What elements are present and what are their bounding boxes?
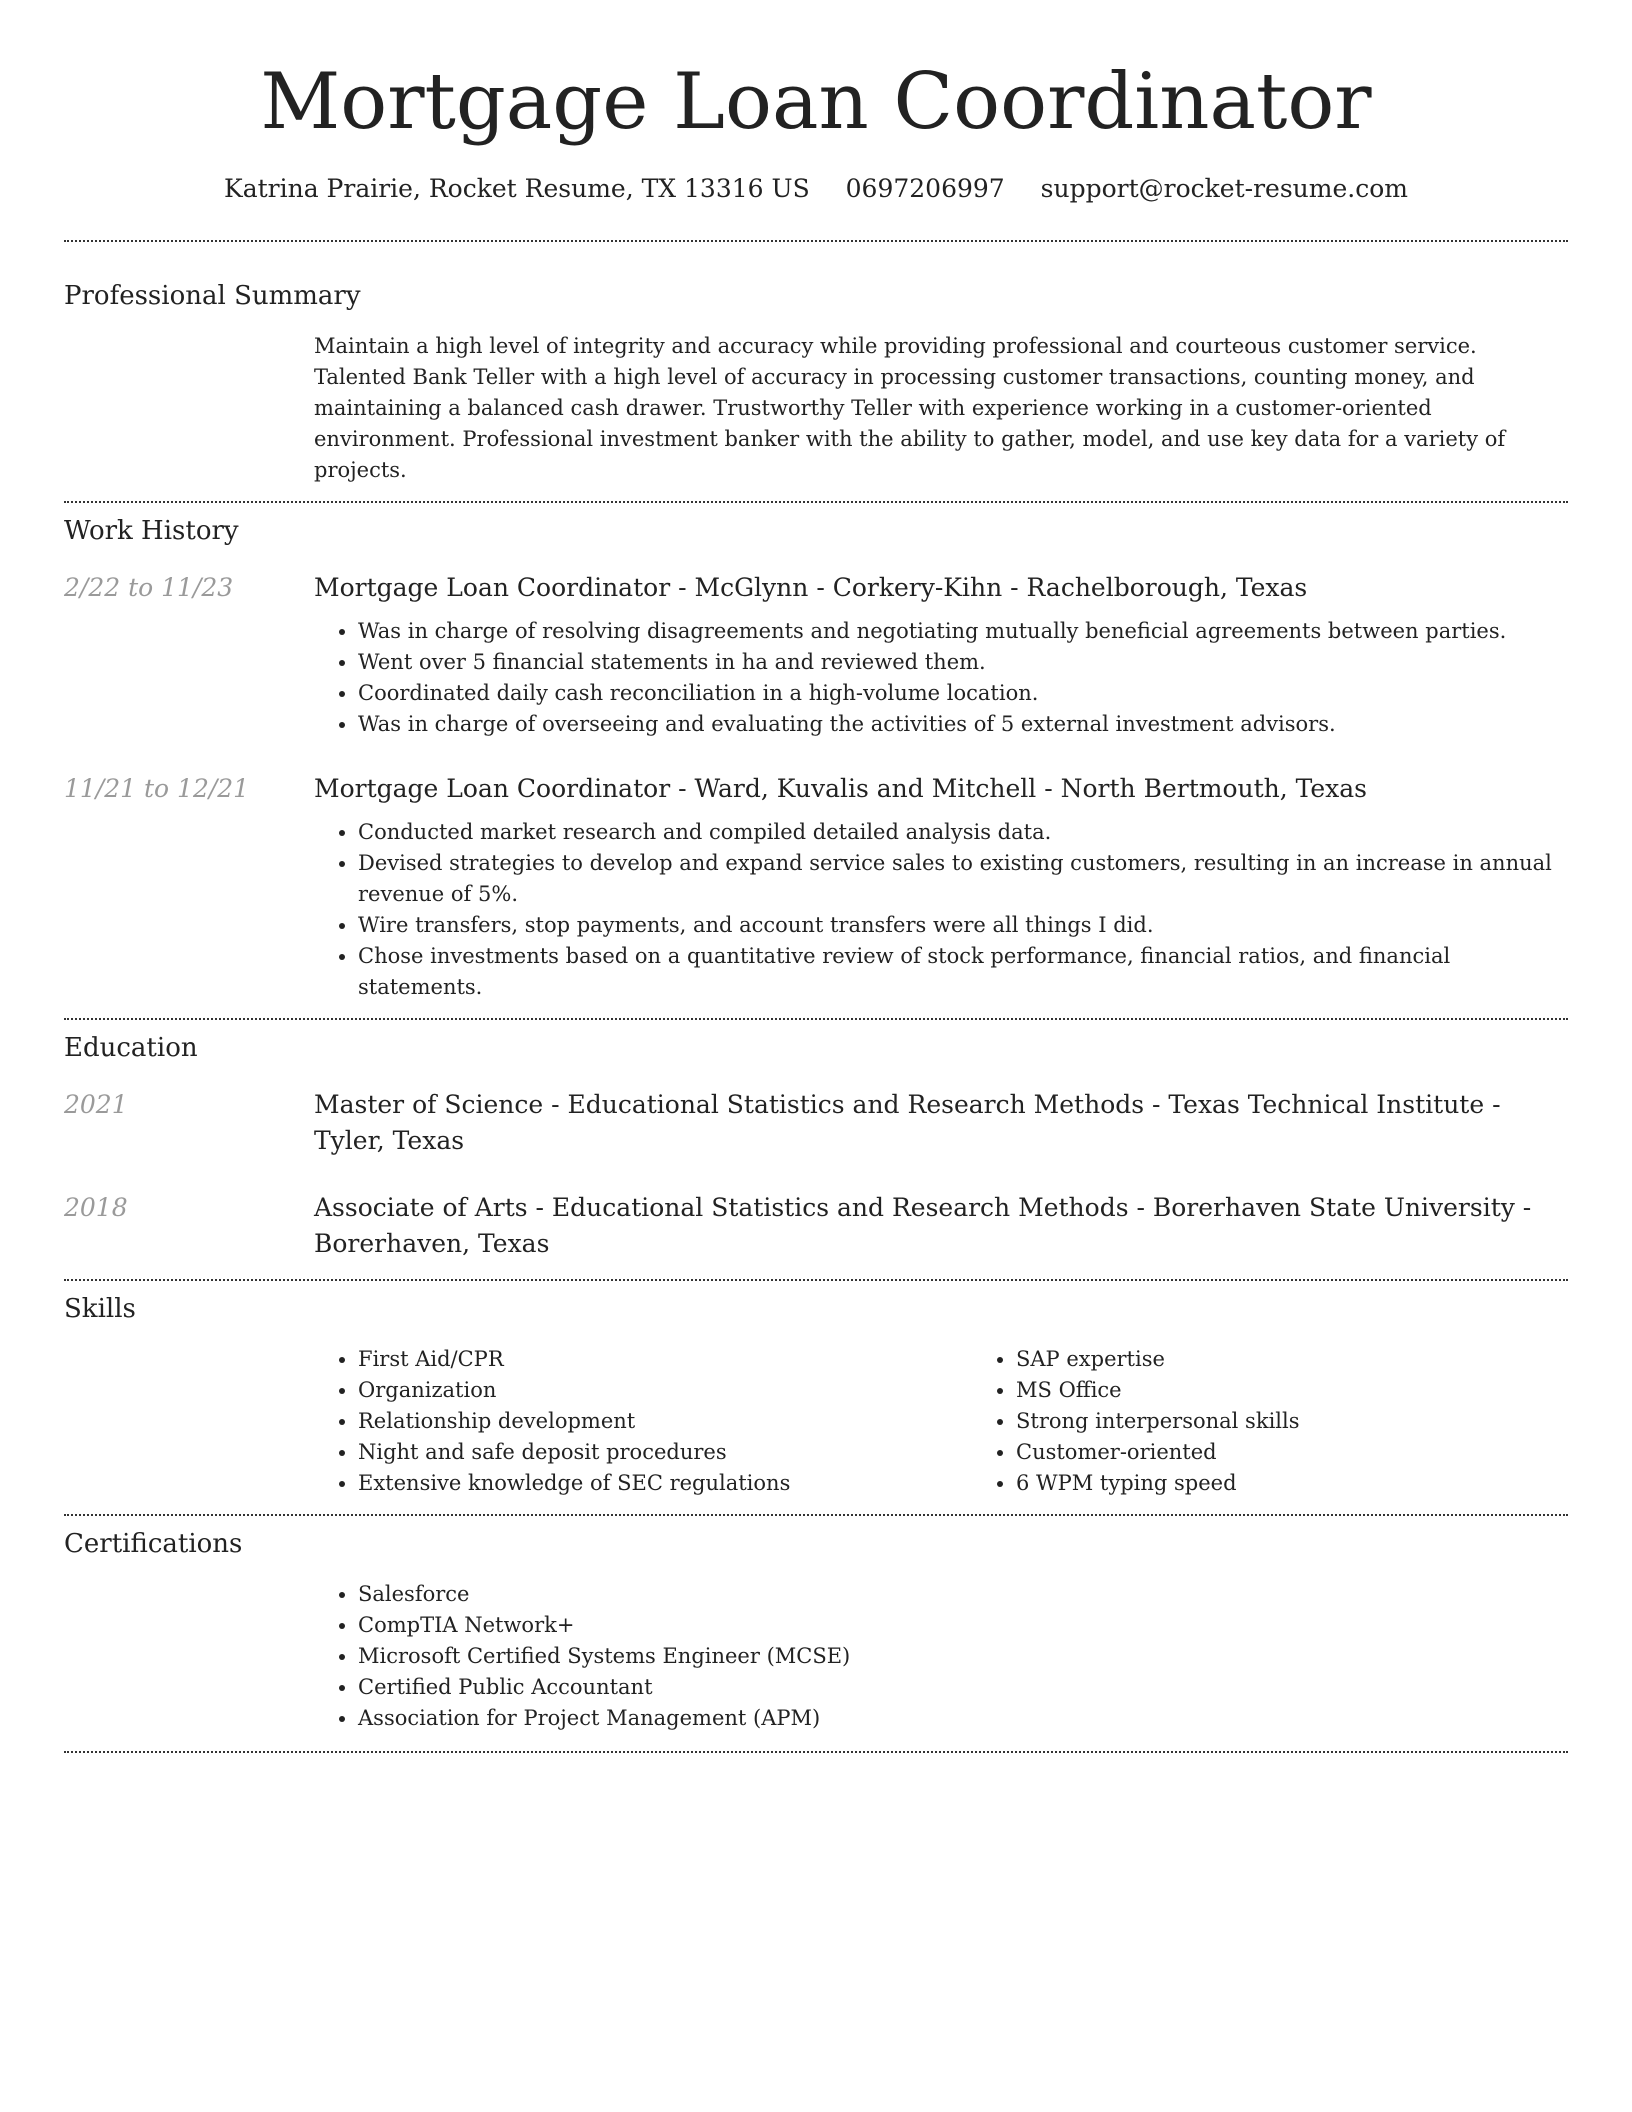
education-degree: Associate of Arts - Educational Statistics and Research Methods <box>314 1193 1129 1222</box>
certification-item: • Salesforce <box>358 1579 1568 1610</box>
skills-section <box>64 1281 1568 1499</box>
skill-item: • Strong interpersonal skills <box>1016 1406 1568 1437</box>
summary-body <box>314 331 1568 486</box>
skills-body <box>314 1344 1568 1499</box>
job-dates: 2/22 to 11/23 <box>64 573 234 602</box>
certifications-list <box>314 1579 1568 1734</box>
skills-row <box>64 1344 1568 1499</box>
skill-item: • Customer-oriented <box>1016 1437 1568 1468</box>
education-entry <box>64 1190 1568 1262</box>
certifications-row <box>64 1579 1568 1734</box>
job-bullet: • Was in charge of overseeing and evaluating the activities of 5 external investment advisors. <box>358 709 1568 740</box>
education-school: - Borerhaven State University - Borerhaven, Texas <box>314 1193 1532 1258</box>
job-body <box>314 570 1568 740</box>
certification-item: • Association for Project Management (APM) <box>358 1703 1568 1734</box>
education-year: 2018 <box>64 1193 128 1222</box>
education-line <box>314 1190 1568 1262</box>
skills-list-left <box>314 1344 972 1499</box>
skill-item: • First Aid/CPR <box>358 1344 972 1375</box>
job-dates: 11/21 to 12/21 <box>64 774 250 803</box>
skill-item: • 6 WPM typing speed <box>1016 1468 1568 1499</box>
certification-item: • CompTIA Network+ <box>358 1610 1568 1641</box>
job-role: Mortgage Loan Coordinator <box>314 573 671 602</box>
education-body <box>314 1190 1568 1262</box>
job-bullet: • Devised strategies to develop and expand service sales to existing customers, resulting in an increase in annual revenue of 5%. <box>358 848 1568 910</box>
job-bullet: • Was in charge of resolving disagreements and negotiating mutually beneficial agreements between parties. <box>358 616 1568 647</box>
skill-item: • Extensive knowledge of SEC regulations <box>358 1468 972 1499</box>
education-body <box>314 1087 1568 1159</box>
skill-item: • Organization <box>358 1375 972 1406</box>
education-entry <box>64 1087 1568 1159</box>
job-title-line <box>314 570 1568 606</box>
education-degree: Master of Science - Educational Statistics and Research Methods <box>314 1090 1145 1119</box>
work-history-heading: Work History <box>64 516 239 546</box>
contact-line <box>64 172 1568 206</box>
job-entry <box>64 570 1568 740</box>
job-title-line <box>314 771 1568 807</box>
job-bullets <box>314 817 1568 1003</box>
contact-address: Katrina Prairie, Rocket Resume, TX 13316 US <box>224 174 810 203</box>
job-bullets <box>314 616 1568 740</box>
skill-item: • Night and safe deposit procedures <box>358 1437 972 1468</box>
job-entry <box>64 771 1568 1003</box>
skills-heading: Skills <box>64 1294 136 1324</box>
contact-phone: 0697206997 <box>845 174 1005 203</box>
job-body <box>314 771 1568 1003</box>
certifications-body <box>314 1579 1568 1734</box>
certification-item: • Certified Public Accountant <box>358 1672 1568 1703</box>
resume-title: Mortgage Loan Coordinator <box>260 57 1372 147</box>
summary-section <box>64 242 1568 486</box>
job-bullet: • Conducted market research and compiled detailed analysis data. <box>358 817 1568 848</box>
job-bullet: • Chose investments based on a quantitative review of stock performance, financial ratios, and financial statements. <box>358 941 1568 1003</box>
summary-row <box>64 331 1568 486</box>
education-line <box>314 1087 1568 1159</box>
skill-item: • SAP expertise <box>1016 1344 1568 1375</box>
work-history-section <box>64 503 1568 1003</box>
summary-text: Maintain a high level of integrity and accuracy while providing professional and courteous customer service. Talented Bank Teller with a high level of accuracy in processing customer transactions, counting money, and maintaining a balanced cash drawer. Trustworthy Teller with experience working in a customer-oriented environment. Professional investment banker with the ability to gather, model, and use key data for a variety of projects. <box>314 334 1506 482</box>
skill-item: • MS Office <box>1016 1375 1568 1406</box>
education-section <box>64 1020 1568 1262</box>
certifications-divider <box>64 1751 1568 1753</box>
job-bullet: • Went over 5 financial statements in ha and reviewed them. <box>358 647 1568 678</box>
skills-list-right <box>972 1344 1568 1499</box>
education-year: 2021 <box>64 1090 128 1119</box>
summary-heading: Professional Summary <box>64 281 361 311</box>
job-employer: - McGlynn - Corkery-Kihn - Rachelborough, Texas <box>670 573 1308 602</box>
skills-grid <box>314 1344 1568 1499</box>
job-bullet: • Coordinated daily cash reconciliation in a high-volume location. <box>358 678 1568 709</box>
job-role: Mortgage Loan Coordinator <box>314 774 671 803</box>
education-school: - Texas Technical Institute - Tyler, Texas <box>314 1090 1501 1155</box>
skill-item: • Relationship development <box>358 1406 972 1437</box>
contact-email: support@rocket-resume.com <box>1040 174 1408 203</box>
certifications-heading: Certifications <box>64 1529 243 1559</box>
job-bullet: • Wire transfers, stop payments, and account transfers were all things I did. <box>358 910 1568 941</box>
certification-item: • Microsoft Certified Systems Engineer (MCSE) <box>358 1641 1568 1672</box>
job-employer: - Ward, Kuvalis and Mitchell - North Bertmouth, Texas <box>670 774 1368 803</box>
certifications-section <box>64 1516 1568 1734</box>
education-heading: Education <box>64 1033 198 1063</box>
